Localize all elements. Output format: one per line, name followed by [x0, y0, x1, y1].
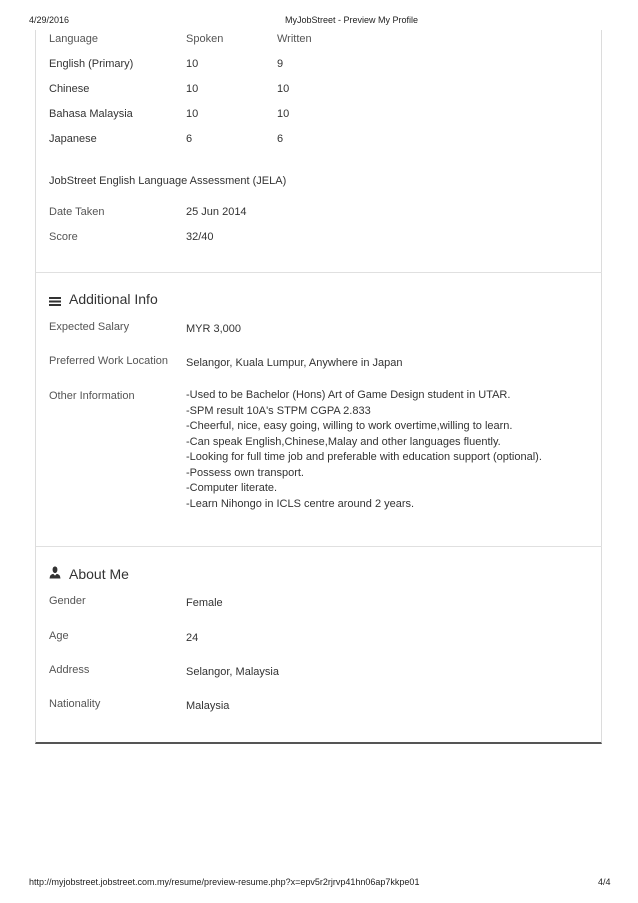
other-information-line: -Computer literate. — [186, 482, 278, 494]
about-me-heading: About Me — [69, 566, 129, 582]
language-name: Chinese — [49, 83, 90, 95]
language-name: Bahasa Malaysia — [49, 108, 133, 120]
address-label: Address — [49, 664, 90, 676]
spoken-column-header: Spoken — [186, 33, 224, 45]
age-value: 24 — [186, 632, 199, 644]
language-column-header: Language — [49, 33, 98, 45]
jela-score-label: Score — [49, 231, 78, 243]
written-column-header: Written — [277, 33, 312, 45]
language-spoken: 10 — [186, 58, 199, 70]
other-information-line: -Possess own transport. — [186, 466, 304, 479]
expected-salary-value: MYR 3,000 — [186, 323, 242, 335]
user-icon — [49, 566, 61, 584]
language-written: 10 — [277, 83, 290, 95]
gender-value: Female — [186, 597, 223, 609]
language-written: 9 — [277, 58, 284, 70]
nationality-label: Nationality — [49, 698, 101, 710]
other-information-line: -Looking for full time job and preferable with education support (optional). — [186, 451, 542, 463]
jela-date-value: 25 Jun 2014 — [186, 206, 247, 218]
language-spoken: 10 — [186, 83, 199, 95]
section-divider — [36, 272, 602, 273]
language-name: English (Primary) — [49, 58, 134, 70]
print-url: http://myjobstreet.jobstreet.com.my/resume/preview-resume.php?x=epv5r2rjrvp41hn06ap7kkpe01 — [29, 877, 420, 887]
language-name: Japanese — [49, 133, 97, 145]
work-location-label: Preferred Work Location — [49, 355, 169, 367]
expected-salary-label: Expected Salary — [49, 321, 130, 333]
language-spoken: 6 — [186, 133, 193, 145]
gender-label: Gender — [49, 595, 86, 607]
profile-card — [35, 30, 602, 744]
other-information-value — [186, 388, 542, 512]
jela-score-value: 32/40 — [186, 231, 214, 243]
jela-title: JobStreet English Language Assessment (JELA) — [49, 175, 287, 187]
print-date: 4/29/2016 — [29, 15, 70, 25]
print-page-title: MyJobStreet - Preview My Profile — [285, 15, 419, 25]
language-written: 6 — [277, 133, 284, 145]
other-information-line: -Cheerful, nice, easy going, willing to work overtime,willing to learn. — [186, 420, 513, 432]
language-spoken: 10 — [186, 108, 199, 120]
other-information-line: -Used to be Bachelor (Hons) Art of Game Design student in UTAR. — [186, 389, 511, 401]
additional-info-heading: Additional Info — [69, 291, 158, 307]
age-label: Age — [49, 630, 69, 642]
other-information-line: -SPM result 10A's STPM CGPA 2.833 — [186, 404, 371, 417]
other-information-line: -Can speak English,Chinese,Malay and other languages fluently. — [186, 435, 501, 448]
work-location-value: Selangor, Kuala Lumpur, Anywhere in Japan — [186, 357, 403, 369]
section-divider — [36, 546, 602, 547]
other-information-line: -Learn Nihongo in ICLS centre around 2 years. — [186, 497, 415, 510]
language-written: 10 — [277, 108, 290, 120]
print-page-number: 4/4 — [598, 877, 611, 887]
other-information-label: Other Information — [49, 390, 135, 402]
address-value: Selangor, Malaysia — [186, 666, 279, 678]
list-icon — [49, 294, 61, 312]
jela-date-label: Date Taken — [49, 206, 105, 218]
nationality-value: Malaysia — [186, 700, 230, 712]
